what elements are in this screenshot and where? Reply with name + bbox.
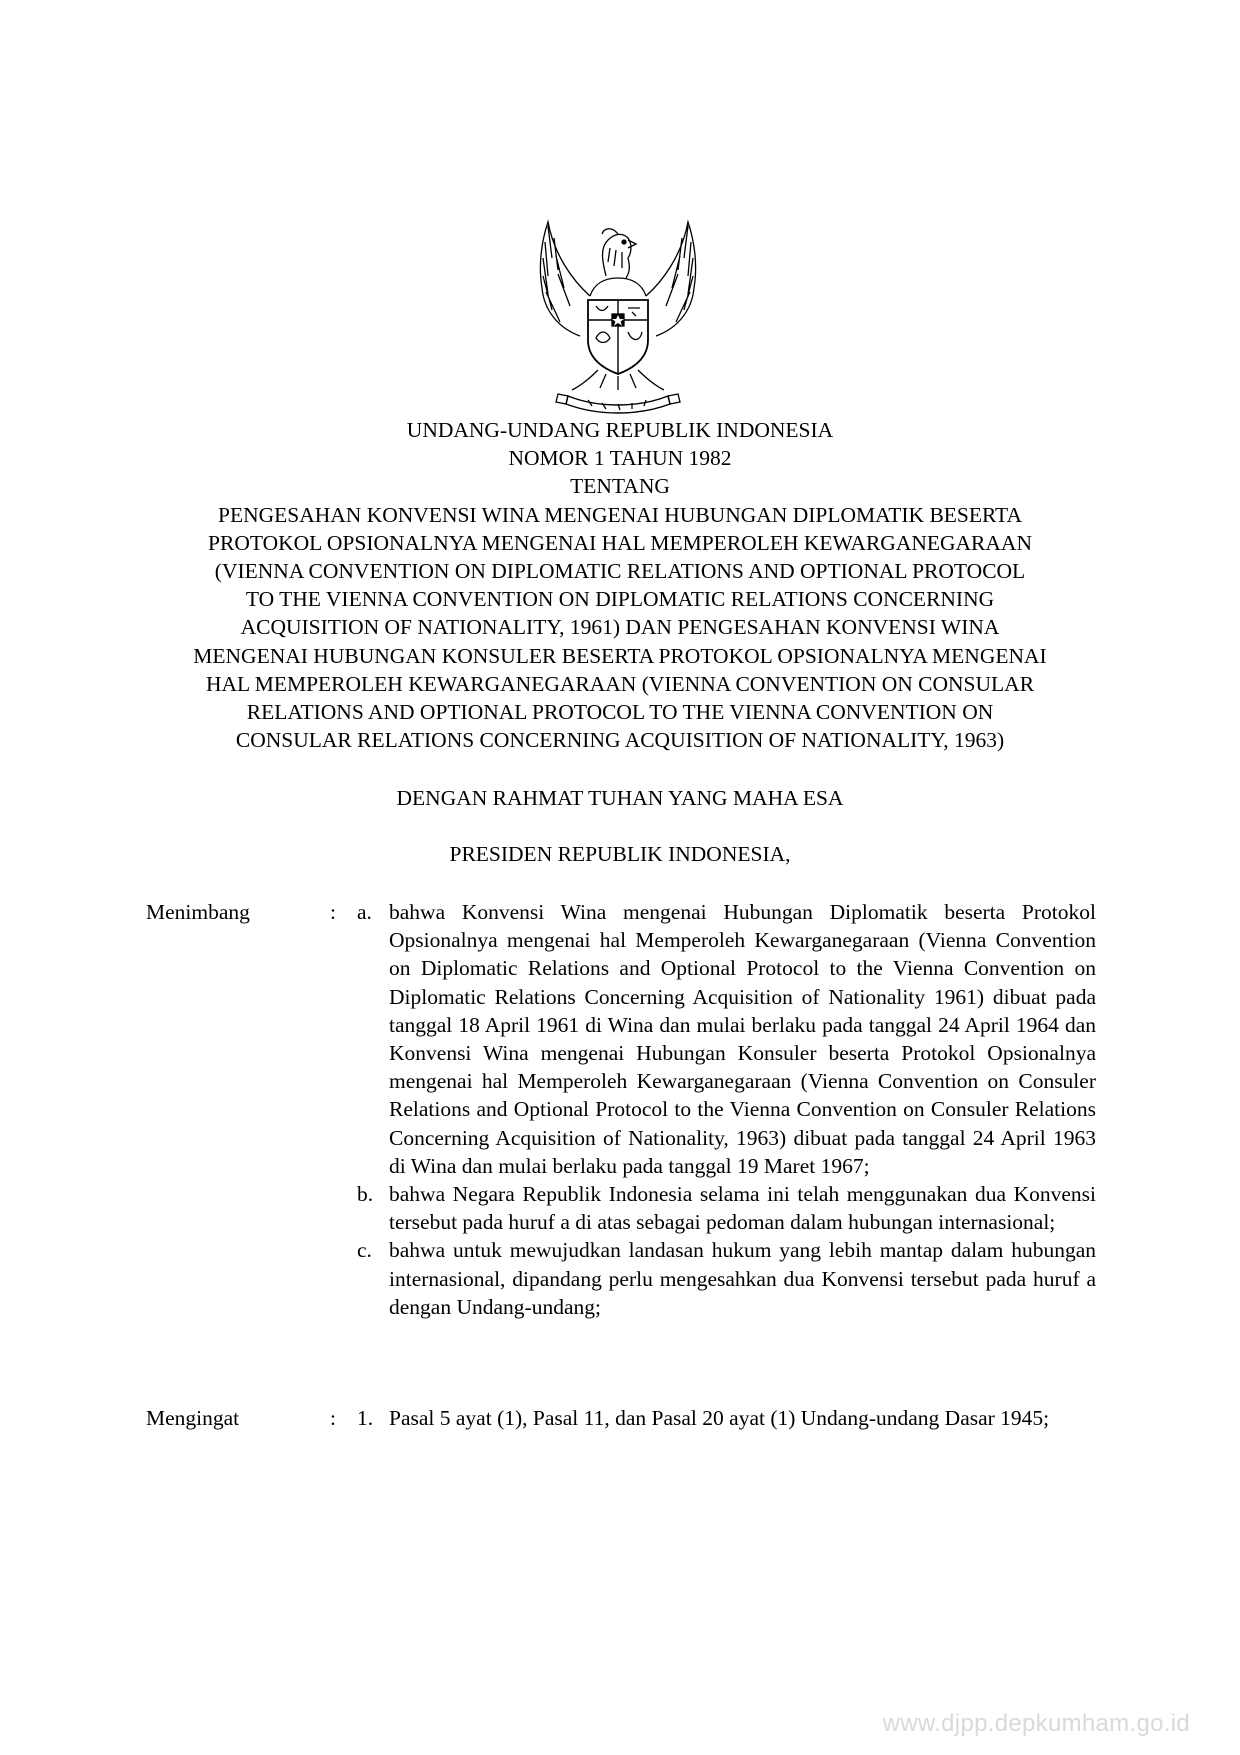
list-item <box>357 898 1096 1180</box>
item-marker: 1. <box>357 1406 374 1430</box>
item-text: bahwa Konvensi Wina mengenai Hubungan Diplomatik beserta Protokol Opsionalnya mengenai hal Memperoleh Kewarganegaraan (Vienna Convention on Diplomatic Relations and Optional Protocol to the Vienna Convention on Diplomatic Relations Concerning Acquisition of Nationality 1961) dibuat pada tanggal 18 April 1961 di Wina dan mulai berlaku pada tanggal 24 April 1964 dan Konvensi Wina mengenai Hubungan Konsuler beserta Protokol Opsionalnya mengenai hal Memperoleh Kewarganegaraan (Vienna Convention on Consuler Relations and Optional Protocol to the Vienna Convention on Consuler Relations Concerning Acquisition of Nationality, 1963) dibuat pada tanggal 24 April 1963 di Wina dan mulai berlaku pada tanggal 19 Maret 1967; <box>389 900 1096 1178</box>
list-item <box>357 1404 1096 1432</box>
menimbang-section <box>146 898 1096 1321</box>
heading-line: NOMOR 1 TAHUN 1982 <box>508 446 732 471</box>
heading-line: TENTANG <box>570 474 670 499</box>
heading-line: PENGESAHAN KONVENSI WINA MENGENAI HUBUNGAN DIPLOMATIK BESERTA <box>217 502 1022 527</box>
heading-line: TO THE VIENNA CONVENTION ON DIPLOMATIC RELATIONS CONCERNING <box>245 587 995 612</box>
heading-line: RELATIONS AND OPTIONAL PROTOCOL TO THE VIENNA CONVENTION ON <box>246 700 994 725</box>
issuer: PRESIDEN REPUBLIK INDONESIA, <box>449 842 791 866</box>
item-marker: c. <box>357 1238 372 1263</box>
document-heading <box>140 416 1100 754</box>
item-marker: a. <box>357 900 372 924</box>
heading-line: MENGENAI HUBUNGAN KONSULER BESERTA PROTOKOL OPSIONALNYA MENGENAI <box>193 643 1047 668</box>
heading-line: UNDANG-UNDANG REPUBLIK INDONESIA <box>406 418 834 442</box>
section-label: Mengingat <box>146 1406 240 1430</box>
item-text: bahwa untuk mewujudkan landasan hukum yang lebih mantap dalam hubungan internasional, dipandang perlu mengesahkan dua Konvensi tersebut pada huruf a dengan Undang-undang; <box>389 1238 1096 1319</box>
section-label: Menimbang <box>146 900 250 924</box>
mengingat-section <box>146 1404 1096 1432</box>
watermark: www.djpp.depkumham.go.id <box>882 1710 1190 1737</box>
item-marker: b. <box>357 1182 374 1207</box>
heading-line: ACQUISITION OF NATIONALITY, 1961) DAN PENGESAHAN KONVENSI WINA <box>240 615 1000 640</box>
garuda-emblem-icon <box>528 218 708 416</box>
list-item <box>357 1180 1096 1236</box>
list-item <box>357 1236 1096 1321</box>
section-colon: : <box>330 1406 336 1430</box>
section-colon: : <box>330 900 336 924</box>
heading-line: (VIENNA CONVENTION ON DIPLOMATIC RELATIONS AND OPTIONAL PROTOCOL <box>214 559 1026 584</box>
invocation: DENGAN RAHMAT TUHAN YANG MAHA ESA <box>396 786 844 810</box>
heading-line: HAL MEMPEROLEH KEWARGANEGARAAN (VIENNA CONVENTION ON CONSULAR <box>205 671 1035 696</box>
item-text: Pasal 5 ayat (1), Pasal 11, dan Pasal 20 ayat (1) Undang-undang Dasar 1945; <box>389 1406 1050 1430</box>
heading-line: PROTOKOL OPSIONALNYA MENGENAI HAL MEMPEROLEH KEWARGANEGARAAN <box>208 530 1032 555</box>
heading-line: CONSULAR RELATIONS CONCERNING ACQUISITION OF NATIONALITY, 1963) <box>235 728 1005 753</box>
item-text: bahwa Negara Republik Indonesia selama ini telah menggunakan dua Konvensi tersebut pada huruf a di atas sebagai pedoman dalam hubungan internasional; <box>389 1182 1096 1235</box>
